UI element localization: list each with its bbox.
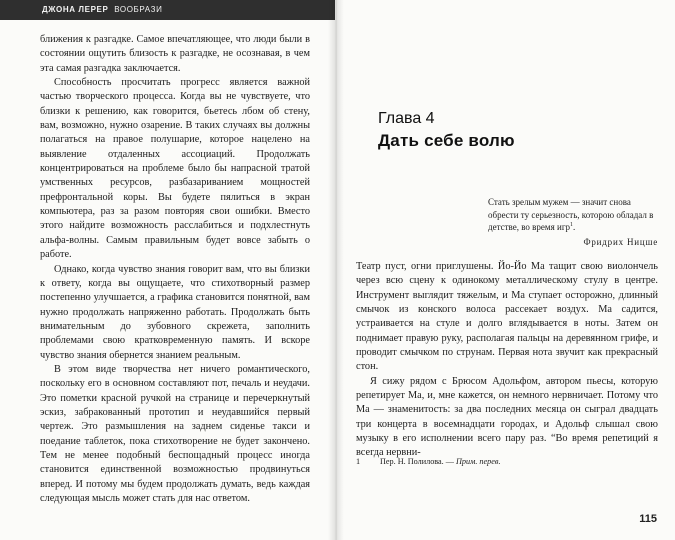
paragraph: Способность просчитать прогресс является важной частью творческого процесса. Когда вы не чувствуете, что близки к решению, как говорится, бьетесь лбом об стену, вам, возможно, нужно озарение. В таких случаях вы должны полагаться на правое полушарие, которое нацелено на выявление отдаленных ассоциаций. Продолжать концентрироваться на проблеме было бы напрасной тратой умственных ресурсов, разбазариванием мощностей префронтальной коры. Вы будете пялиться в экран компьютера, раз за разом повторяя свои ошибки. Вместо этого найдите возможность расслабиться и подхлестнуть альфа-волны. Самым правильным будет вовсе забыть о работе.: [40, 77, 310, 261]
right-body-text: [356, 260, 658, 461]
paragraph: Театр пуст, огни приглушены. Йо-Йо Ма тащит свою виолончель через всю сцену к одинокому металлическому стулу в центре. Инструмент выглядит тяжелым, и Ма ступает осторожно, длинный смычок из конского волоса рассекает воздух. Ма садится, устраивается на стуле и долго вглядывается в ноты. Затем он поднимает правую руку, располагая пальцы на деревянном грифе, и проводит смычком по струнам. Первая нота звучит как прекрасный стон.: [356, 261, 658, 373]
running-head-book: ВООБРАЗИ: [114, 5, 163, 14]
paragraph: ближения к разгадке. Самое впечатляющее, что люди были в состоянии ощутить близость к разгадке, не осознавая, в чем эта самая разгадка заключается.: [40, 34, 310, 74]
footnote-text: Пер. Н. Полилова. —: [380, 457, 457, 466]
page-number: 115: [639, 513, 657, 525]
paragraph: Я сижу рядом с Брюсом Адольфом, автором пьесы, которую репетирует Ма, и, мне кажется, он немного нервничает. Потому что Ма — знаменитость: за два последних месяца он сыграл двадцать три концерта в восемнадцати городах, и Адольф слышал свою музыку в его исполнении всего пару раз. “Во время репетиций я всегда нервни-: [356, 375, 658, 459]
left-page: [0, 0, 335, 540]
paragraph: В этом виде творчества нет ничего романтического, поскольку его в основном составляют пот, печаль и неудачи. Это пометки красной ручкой на странице и перечеркнутый эскиз, забракованный прототип и неудавшийся первый чертеж. Это размышления на заднем сиденье такси и поедание таблеток, пока стихотворение не будет закончено. Тем не менее подобный беспощадный процесс иногда становится единственной возможностью продвинуться вперед. И потому мы будем продолжать думать, ведь каждая следующая мысль может стать для нас ответом.: [40, 363, 310, 504]
running-head: [0, 0, 335, 20]
left-body-text: [40, 33, 310, 506]
epigraph: [488, 196, 658, 234]
chapter-label: Глава 4: [378, 110, 435, 127]
epigraph-author: Фридрих Ницше: [583, 237, 658, 247]
footnote-marker: 1: [570, 222, 574, 228]
running-head-author: ДЖОНА ЛЕРЕР: [42, 5, 109, 14]
epigraph-end: .: [573, 222, 576, 232]
footnote-note: Прим. перев.: [456, 457, 501, 466]
paragraph: Однако, когда чувство знания говорит вам, что вы близки к ответу, когда вы ощущаете, что стихотворный размер постепенно улучшается, а графика становится понятной, вам нужно продолжать напряженно работать. Продолжать быть внимательным до зубовного скрежета, заполнить проблемами свою кратковременную память. И вскоре чувство знания обернется знанием реальным.: [40, 263, 310, 361]
chapter-title: Дать себе волю: [378, 131, 515, 150]
footnote: [356, 457, 658, 466]
epigraph-text: Стать зрелым мужем — значит снова обрести ту серьезность, которою обладал в детстве, во время игр: [488, 197, 654, 232]
footnote-number: 1: [356, 457, 361, 466]
right-page: [338, 0, 675, 540]
